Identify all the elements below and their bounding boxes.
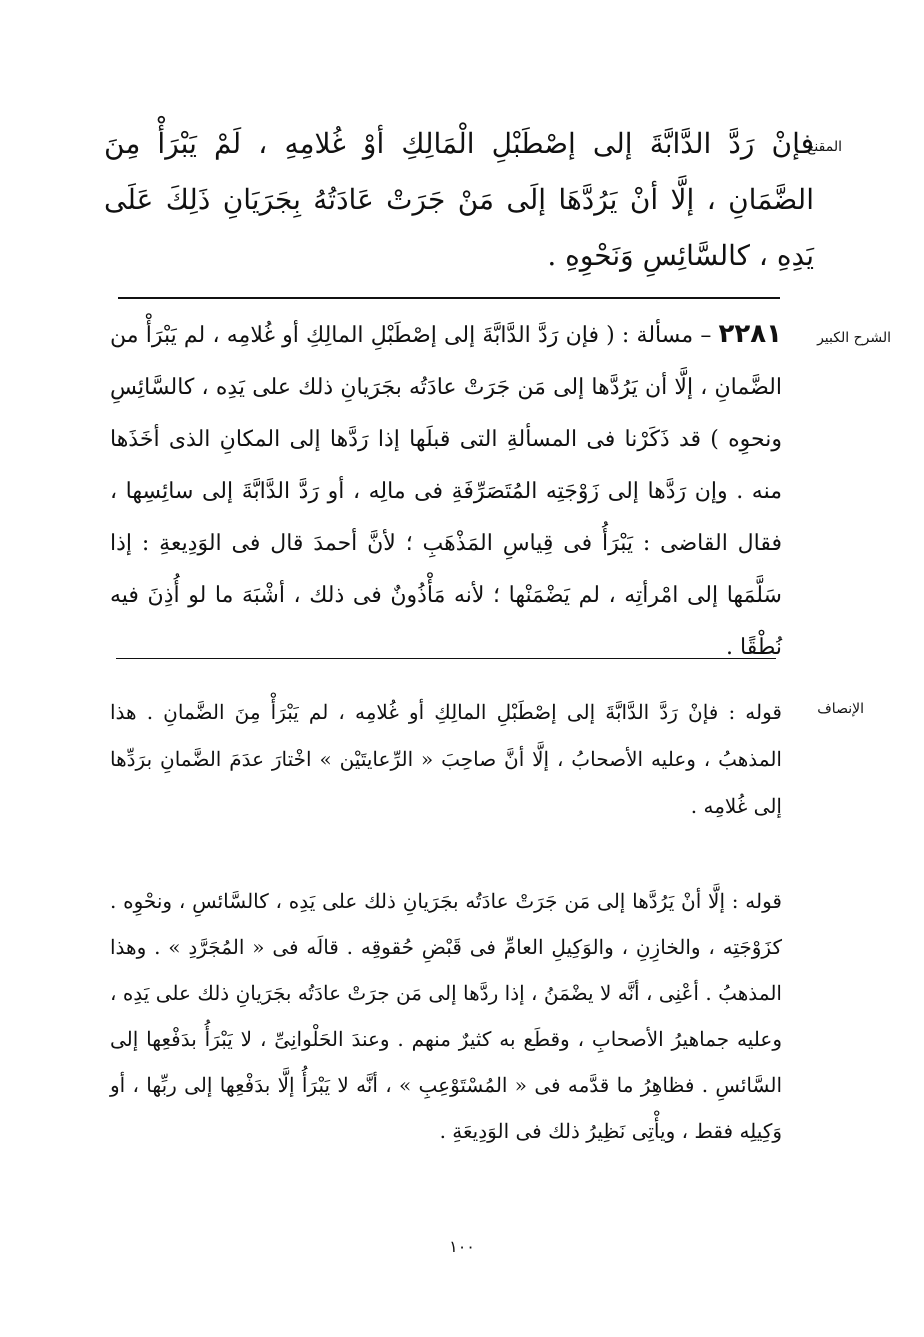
- insaf-text-2: [110, 878, 782, 1154]
- muqni-paragraph: فإنْ رَدَّ الدَّابَّةَ إلى إصْطَبْلِ الْمَالِكِ أوْ غُلامِهِ ، لَمْ يَبْرَأْ مِنَ الضَّمَانِ ، إلَّا أنْ يَرُدَّهَا إلَى مَنْ جَرَتْ عَادَتُهُ بِجَرَيَانِ ذَلِكَ عَلَى يَدِهِ ، كالسَّائِسِ وَنَحْوِهِ .: [104, 127, 814, 272]
- section-divider-thin: [116, 658, 776, 659]
- insaf-paragraph-2: قوله : إلَّا أنْ يَرُدَّها إلى مَن جَرَتْ عادَتُه بجَرَيانِ ذلك على يَدِه ، كالسَّائسِ ، ونحْوِه . كزَوْجَتِه ، والخازِنِ ، والوَكِيلِ العامِّ فى قَبْضِ حُقوقِه . قالَه فى « المُجَرَّدِ » . وهذا المذهبُ . أعْنِى ، أنَّه لا يضْمَنُ ، إذا ردَّها إلى مَن جرَتْ عادَتُه بجَرَيانِ ذلك على يَدِه ، وعليه جماهيرُ الأصحابِ ، وقطَع به كثيرٌ منهم . وعندَ الحَلْوانِىِّ ، لا يَبْرَأُ بدَفْعِها إلى السَّائسِ . فظاهِرُ ما قدَّمه فى « المُسْتَوْعِبِ » ، أنَّه لا يَبْرَأُ إلَّا بدَفْعِها إلى ربِّها ، أو وَكِيلِه فقط ، ويأْتِى نَظِيرُ ذلك فى الوَدِيعَةِ .: [110, 889, 782, 1143]
- page-number: ١٠٠: [449, 1237, 475, 1256]
- sharh-body: – مسألة : ( فإن رَدَّ الدَّابَّةَ إلى إصْطَبْلِ المالِكِ أو غُلامِه ، لم يَبْرَأْ من الضَّمانِ ، إلَّا أن يَرُدَّها إلى مَن جَرَتْ عادَتُه بجَرَيانِ ذلك على يَدِه ، كالسَّائِسِ ونحوِه ) قد ذَكَرْنا فى المسألةِ التى قبلَها إذا رَدَّها إلى المكانِ الذى أخَذَها منه . وإن رَدَّها إلى زَوْجَتِه المُتَصَرِّفَةِ فى مالِه ، أو رَدَّ الدَّابَّةَ إلى سائِسِها ، فقال القاضى : يَبْرَأُ فى قِياسِ المَذْهَبِ ؛ لأنَّ أحمدَ قال فى الوَدِيعةِ : إذا سَلَّمَها إلى امْرأتِه ، لم يَضْمَنْها ؛ لأنه مَأْذُونٌ فى ذلك ، أشْبَهَ ما لو أُذِنَ فيه نُطْقًا .: [110, 323, 782, 660]
- insaf-paragraph-1: قوله : فإنْ رَدَّ الدَّابَّةَ إلى إصْطَبْلِ المالِكِ أو غُلامِه ، لم يَبْرَأْ مِنَ الضَّمانِ . هذا المذهبُ ، وعليه الأصحابُ ، إلَّا أنَّ صاحِبَ « الرِّعايتَيْن » اخْتارَ عدَمَ الضَّمانِ برَدِّها إلى غُلامِه .: [110, 700, 782, 818]
- sharh-section-label: الشرح الكبير: [817, 330, 891, 346]
- muqni-section-label: المقنع: [806, 139, 842, 155]
- sharh-paragraph: [110, 308, 782, 674]
- section-divider-thick: [118, 297, 780, 299]
- sharh-text: [110, 308, 782, 674]
- insaf-text-1: [110, 689, 782, 830]
- issue-number: ٢٢٨١: [718, 319, 782, 349]
- insaf-section-label: الإنصاف: [817, 701, 864, 717]
- muqni-text: [104, 116, 814, 284]
